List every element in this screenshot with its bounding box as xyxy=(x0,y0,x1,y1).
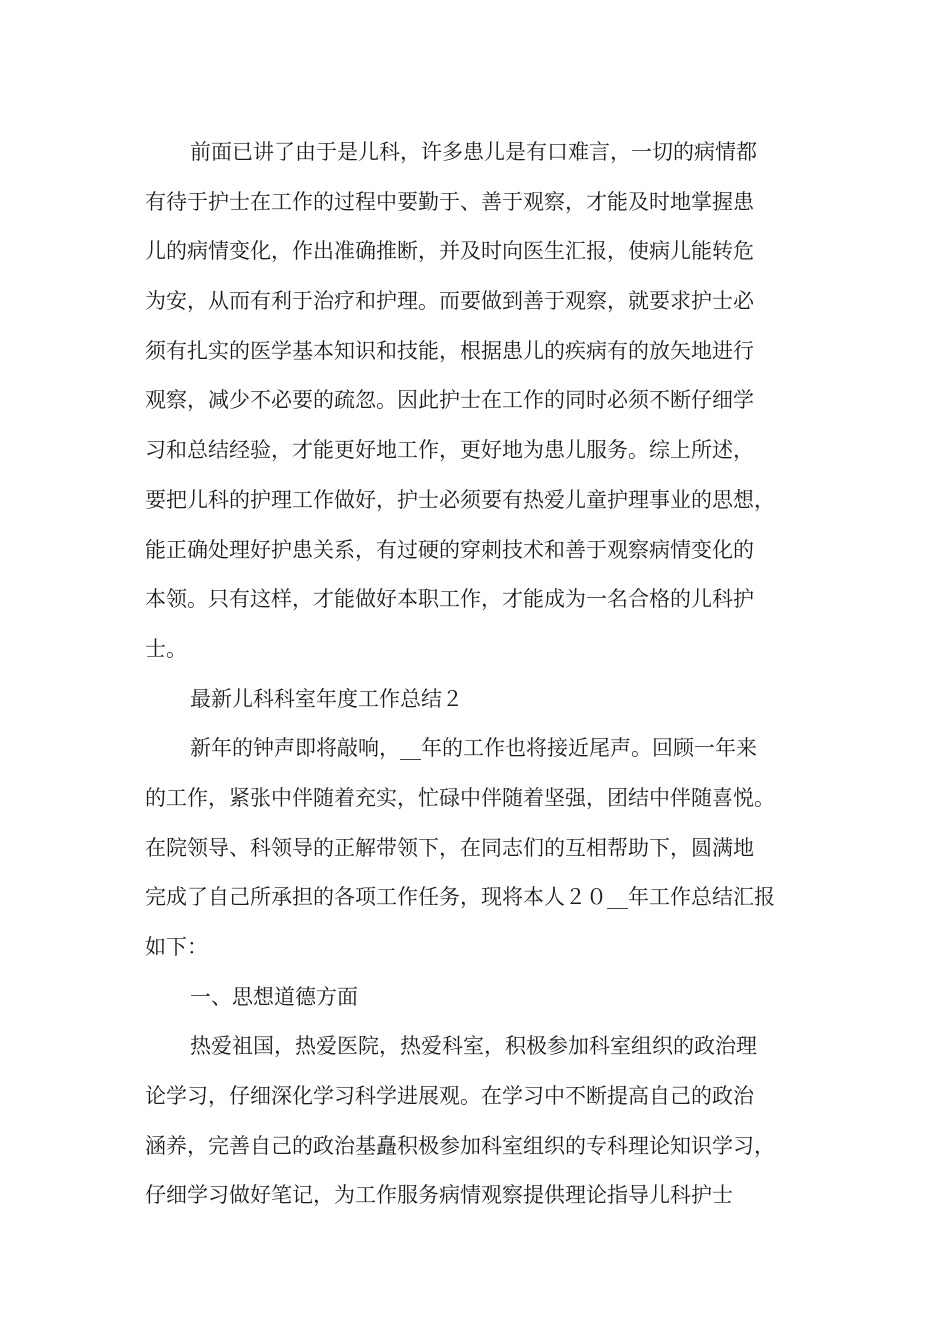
paragraph-line: 新年的钟声即将敲响，__年的工作也将接近尾声。回顾一年来 xyxy=(190,736,757,761)
paragraph-line: 本领。只有这样，才能做好本职工作，才能成为一名合格的儿科护 xyxy=(145,587,754,612)
paragraph-line: 为安，从而有利于治疗和护理。而要做到善于观察，就要求护士必 xyxy=(145,289,754,314)
paragraph-line: 观察，减少不必要的疏忽。因此护士在工作的同时必须不断仔细学 xyxy=(145,388,754,413)
paragraph-line: 须有扎实的医学基本知识和技能，根据患儿的疾病有的放矢地进行 xyxy=(145,338,754,363)
paragraph-line: 涵养，完善自己的政治基矗积极参加科室组织的专科理论知识学习， xyxy=(145,1133,775,1158)
paragraph-line: 完成了自己所承担的各项工作任务，现将本人２０__年工作总结汇报 xyxy=(145,885,775,910)
section-heading: 最新儿科科室年度工作总结２ xyxy=(190,686,463,711)
paragraph-line: 儿的病情变化，作出准确推断，并及时向医生汇报，使病儿能转危 xyxy=(145,239,754,264)
paragraph-line: 前面已讲了由于是儿科，许多患儿是有口难言，一切的病情都 xyxy=(190,140,757,164)
paragraph-line: 士。 xyxy=(145,636,187,661)
paragraph-line: 有待于护士在工作的过程中要勤于、善于观察，才能及时地掌握患 xyxy=(145,189,754,214)
subsection-heading: 一、思想道德方面 xyxy=(190,984,358,1009)
paragraph-line: 要把儿科的护理工作做好，护士必须要有热爱儿童护理事业的思想， xyxy=(145,487,775,512)
paragraph-line: 在院领导、科领导的正解带领下，在同志们的互相帮助下，圆满地 xyxy=(145,835,754,860)
paragraph-line: 热爱祖国，热爱医院，热爱科室，积极参加科室组织的政治理 xyxy=(190,1034,757,1059)
paragraph-line: 能正确处理好护患关系，有过硬的穿刺技术和善于观察病情变化的 xyxy=(145,537,754,562)
paragraph-line: 的工作，紧张中伴随着充实，忙碌中伴随着坚强，团结中伴随喜悦。 xyxy=(145,785,775,810)
paragraph-line: 论学习，仔细深化学习科学进展观。在学习中不断提高自己的政治 xyxy=(145,1084,754,1109)
document-body xyxy=(145,128,825,1221)
paragraph-line: 习和总结经验，才能更好地工作，更好地为患儿服务。综上所述， xyxy=(145,438,754,463)
paragraph-line: 仔细学习做好笔记，为工作服务病情观察提供理论指导儿科护士 xyxy=(145,1183,733,1208)
paragraph-line: 如下： xyxy=(145,935,208,959)
